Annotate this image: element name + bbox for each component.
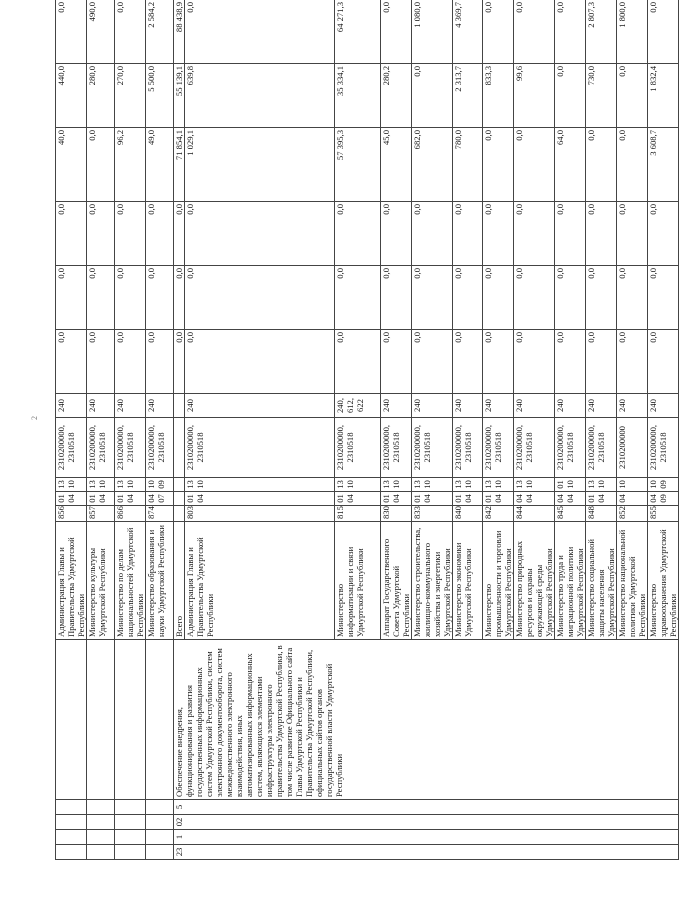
amount-cell: 2 313,7 [453,64,483,128]
empty-cell [56,815,87,830]
total-amount-cell: 55 139,1 [174,64,185,128]
amount-cell: 682,0 [412,128,453,202]
empty-cell [56,845,87,860]
rz-code-cell: 01 04 [185,492,335,506]
empty-cell [146,830,174,845]
total-amount-cell: 71 854,1 [174,128,185,202]
amount-cell: 0,0 [56,266,87,330]
csr-code-cell: 2310200000, 2310518 [453,418,483,478]
org-name-cell: Министерство культуры Удмуртской Республики [87,522,115,640]
rotated-table-sheet [55,0,678,860]
csr-code-cell: 2310200000, 2310518 [185,418,335,478]
amount-cell: 0,0 [87,128,115,202]
empty-cell [146,640,174,800]
amount-cell: 3 608,7 [648,128,679,202]
vr-code-cell: 240 [146,394,174,418]
csr-code-cell: 2310200000, 2310518 [483,418,514,478]
amount-cell: 0,0 [335,266,381,330]
csr-code-cell: 2310200000, 2310518 [586,418,617,478]
amount-cell: 0,0 [185,202,335,266]
rz-code-cell: 01 04 [412,492,453,506]
grbs-code-cell: 830 [381,506,412,522]
amount-cell: 0,0 [453,202,483,266]
amount-cell: 280,2 [381,64,412,128]
rz-code-cell: 01 04 [335,492,381,506]
empty-cell [115,830,146,845]
vr-code-cell: 240 [412,394,453,418]
amount-cell: 4 369,7 [453,0,483,64]
amount-cell: 0,0 [115,266,146,330]
amount-cell: 64,0 [555,128,586,202]
amount-cell: 0,0 [185,266,335,330]
amount-cell: 0,0 [483,128,514,202]
amount-cell: 0,0 [115,330,146,394]
org-name-cell: Министерство промышленности и торговли Удмуртской Республики [483,522,514,640]
grbs-code-cell: 815 [335,506,381,522]
empty-cell [115,815,146,830]
grbs-code-cell: 842 [483,506,514,522]
rz-code-cell: 04 [617,492,648,506]
amount-cell: 0,0 [412,266,453,330]
org-name-cell: Министерство труда и миграционной политики Удмуртской Республики [555,522,586,640]
amount-cell: 0,0 [453,330,483,394]
pr-code-cell: 10 09 [146,478,174,492]
org-name-cell: Министерство природных ресурсов и охраны окружающей среды Удмуртской Республики [514,522,555,640]
empty-cell [115,640,146,800]
empty-cell [87,845,115,860]
org-name-cell: Аппарат Государственного Совета Удмуртской Республики [381,522,412,640]
rz-code-cell: 04 04 [555,492,586,506]
amount-cell: 0,0 [115,202,146,266]
amount-cell: 0,0 [381,330,412,394]
empty-cell [174,394,185,418]
vr-code-cell: 240 [453,394,483,418]
amount-cell: 1 029,1 [185,128,335,202]
org-name-cell: Министерство информатизации и связи Удмуртской Республики [335,522,381,640]
amount-cell: 0,0 [483,330,514,394]
amount-cell: 0,0 [586,330,617,394]
table-row [146,0,174,860]
rz-code-cell: 01 04 [483,492,514,506]
vr-code-cell: 240 [381,394,412,418]
vr-code-cell: 240, 612, 622 [335,394,381,418]
csr-code-cell: 2310200000, 2310518 [335,418,381,478]
org-name-cell: Министерство национальной политики Удмуртской Республики [617,522,648,640]
pr-code-cell: 13 10 [483,478,514,492]
total-label-cell: Всего [174,522,185,640]
amount-cell: 0,0 [617,64,648,128]
table-row [115,0,146,860]
total-amount-cell: 0,0 [174,202,185,266]
pr-code-cell: 13 10 [335,478,381,492]
grbs-code-cell: 833 [412,506,453,522]
vr-code-cell: 240 [185,394,335,418]
amount-cell: 0,0 [56,330,87,394]
csr-code-cell: 2310200000, 2310518 [115,418,146,478]
rz-code-cell: 04 07 [146,492,174,506]
budget-table [55,0,679,860]
table-body [56,0,679,860]
grbs-code-cell: 844 [514,506,555,522]
empty-cell [174,506,185,522]
total-row [174,0,185,860]
amount-cell: 96,2 [115,128,146,202]
amount-cell: 0,0 [146,330,174,394]
amount-cell: 0,0 [514,128,555,202]
amount-cell: 0,0 [483,0,514,64]
vr-code-cell: 240 [648,394,679,418]
amount-cell: 833,3 [483,64,514,128]
grbs-code-cell: 866 [115,506,146,522]
org-name-cell: Министерство по делам национальностей Удмуртской Республики [115,522,146,640]
amount-cell: 5 500,0 [146,64,174,128]
csr-code-cell: 2310200000, 2310518 [514,418,555,478]
amount-cell: 440,0 [56,64,87,128]
rz-code-cell: 01 04 [56,492,87,506]
amount-cell: 0,0 [87,202,115,266]
org-name-cell: Министерство образования и науки Удмуртской Республики [146,522,174,640]
amount-cell: 0,0 [648,266,679,330]
pr-code-cell: 13 10 [185,478,335,492]
csr-code-cell: 2310200000 [617,418,648,478]
pr-code-cell: 13 10 [56,478,87,492]
pr-code-cell: 10 09 [648,478,679,492]
empty-cell [174,418,185,478]
vr-code-cell: 240 [56,394,87,418]
amount-cell: 0,0 [617,330,648,394]
amount-cell: 0,0 [514,330,555,394]
rz-code-cell: 01 04 [453,492,483,506]
amount-cell: 1 800,0 [617,0,648,64]
amount-cell: 0,0 [514,202,555,266]
amount-cell: 0,0 [115,0,146,64]
org-name-cell: Министерство строительства, жилищно-коммунального хозяйства и энергетики Удмуртской Республики [412,522,453,640]
total-amount-cell: 88 438,9 [174,0,185,64]
grbs-code-cell: 803 [185,506,335,522]
empty-cell [56,640,87,800]
rz-code-cell: 04 09 [648,492,679,506]
amount-cell: 0,0 [146,266,174,330]
amount-cell: 49,0 [146,128,174,202]
csr-code-cell: 2310200000, 2310518 [555,418,586,478]
pr-code-cell: 10 [617,478,648,492]
pr-code-cell: 13 10 [381,478,412,492]
grbs-code-cell: 852 [617,506,648,522]
amount-cell: 0,0 [381,266,412,330]
csr-code-cell: 2310200000, 2310518 [381,418,412,478]
amount-cell: 0,0 [514,0,555,64]
amount-cell: 0,0 [87,266,115,330]
amount-cell: 1 080,0 [412,0,453,64]
grbs-code-cell: 857 [87,506,115,522]
amount-cell: 0,0 [555,330,586,394]
amount-cell: 0,0 [56,0,87,64]
code-cell: 02 [174,815,679,830]
vr-code-cell: 240 [555,394,586,418]
amount-cell: 0,0 [555,64,586,128]
pr-code-cell: 13 10 [453,478,483,492]
amount-cell: 0,0 [648,202,679,266]
vr-code-cell: 240 [87,394,115,418]
csr-code-cell: 2310200000, 2310518 [56,418,87,478]
page-number: 2 [30,416,39,420]
rz-code-cell: 04 04 [514,492,555,506]
total-amount-cell: 0,0 [174,330,185,394]
amount-cell: 0,0 [514,266,555,330]
empty-cell [146,800,174,815]
amount-cell: 2 807,3 [586,0,617,64]
amount-cell: 0,0 [412,64,453,128]
org-name-cell: Министерство экономики Удмуртской Республики [453,522,483,640]
amount-cell: 0,0 [483,266,514,330]
amount-cell: 270,0 [115,64,146,128]
row-number-cell: 23 [174,845,679,860]
vr-code-cell: 240 [483,394,514,418]
description-cell: Обеспечение внедрения, функционирования и развития государственных информационных систем Удмуртской Республики, систем электронного документооборота, систем межведомственного электронного взаимодействия, иных автоматизированных информационных систем, являющихся элементами инфраструктуры электронного правительства Удмуртской Республики, в том числе развитие Официального сайта Главы Удмуртской Республики и Правительства Удмуртской Республики, официальных сайтов органов государственной власти Удмуртской Республики [174,640,679,800]
grbs-code-cell: 848 [586,506,617,522]
empty-cell [174,492,185,506]
org-name-cell: Администрация Главы и Правительства Удмуртской Республики [56,522,87,640]
amount-cell: 64 271,3 [335,0,381,64]
amount-cell: 0,0 [648,330,679,394]
amount-cell: 0,0 [555,202,586,266]
amount-cell: 0,0 [185,0,335,64]
csr-code-cell: 2310200000, 2310518 [87,418,115,478]
grbs-code-cell: 855 [648,506,679,522]
amount-cell: 0,0 [617,266,648,330]
org-name-cell: Министерство социальной защиты населения Удмуртской Республики [586,522,617,640]
empty-cell [146,815,174,830]
amount-cell: 57 395,3 [335,128,381,202]
pr-code-cell: 13 10 [586,478,617,492]
amount-cell: 0,0 [648,0,679,64]
amount-cell: 0,0 [185,330,335,394]
amount-cell: 0,0 [555,0,586,64]
empty-cell [87,800,115,815]
amount-cell: 0,0 [381,0,412,64]
pr-code-cell: 13 10 [115,478,146,492]
org-name-cell: Министерство здравоохранения Удмуртской Республики [648,522,679,640]
code-cell: 5 [174,800,679,815]
amount-cell: 2 584,2 [146,0,174,64]
code-cell: 1 [174,830,679,845]
rz-code-cell: 01 04 [87,492,115,506]
table-row [87,0,115,860]
amount-cell: 40,0 [56,128,87,202]
org-name-cell: Администрация Главы и Правительства Удмуртской Республики [185,522,335,640]
rz-code-cell: 01 04 [586,492,617,506]
vr-code-cell: 240 [586,394,617,418]
pr-code-cell: 01 10 [555,478,586,492]
total-amount-cell: 0,0 [174,266,185,330]
amount-cell: 0,0 [483,202,514,266]
amount-cell: 730,0 [586,64,617,128]
grbs-code-cell: 856 [56,506,87,522]
amount-cell: 0,0 [617,128,648,202]
empty-cell [174,478,185,492]
table-row [56,0,87,860]
amount-cell: 0,0 [146,202,174,266]
empty-cell [87,815,115,830]
amount-cell: 0,0 [56,202,87,266]
empty-cell [87,640,115,800]
amount-cell: 0,0 [87,330,115,394]
amount-cell: 45,0 [381,128,412,202]
pr-code-cell: 13 10 [412,478,453,492]
empty-cell [56,830,87,845]
amount-cell: 780,0 [453,128,483,202]
amount-cell: 0,0 [586,128,617,202]
amount-cell: 0,0 [412,202,453,266]
grbs-code-cell: 874 [146,506,174,522]
empty-cell [146,845,174,860]
amount-cell: 1 832,4 [648,64,679,128]
csr-code-cell: 2310200000, 2310518 [412,418,453,478]
amount-cell: 0,0 [381,202,412,266]
grbs-code-cell: 845 [555,506,586,522]
amount-cell: 0,0 [586,266,617,330]
amount-cell: 0,0 [335,202,381,266]
csr-code-cell: 2310200000, 2310518 [146,418,174,478]
rz-code-cell: 01 04 [115,492,146,506]
amount-cell: 280,0 [87,64,115,128]
pr-code-cell: 13 10 [87,478,115,492]
empty-cell [87,830,115,845]
amount-cell: 0,0 [412,330,453,394]
vr-code-cell: 240 [115,394,146,418]
amount-cell: 490,0 [87,0,115,64]
rz-code-cell: 01 04 [381,492,412,506]
empty-cell [115,845,146,860]
vr-code-cell: 240 [514,394,555,418]
amount-cell: 0,0 [453,266,483,330]
empty-cell [115,800,146,815]
vr-code-cell: 240 [617,394,648,418]
amount-cell: 639,8 [185,64,335,128]
empty-cell [56,800,87,815]
amount-cell: 0,0 [335,330,381,394]
pr-code-cell: 13 10 [514,478,555,492]
amount-cell: 0,0 [617,202,648,266]
amount-cell: 35 334,1 [335,64,381,128]
csr-code-cell: 2310200000, 2310518 [648,418,679,478]
amount-cell: 99,6 [514,64,555,128]
amount-cell: 0,0 [555,266,586,330]
amount-cell: 0,0 [586,202,617,266]
grbs-code-cell: 840 [453,506,483,522]
